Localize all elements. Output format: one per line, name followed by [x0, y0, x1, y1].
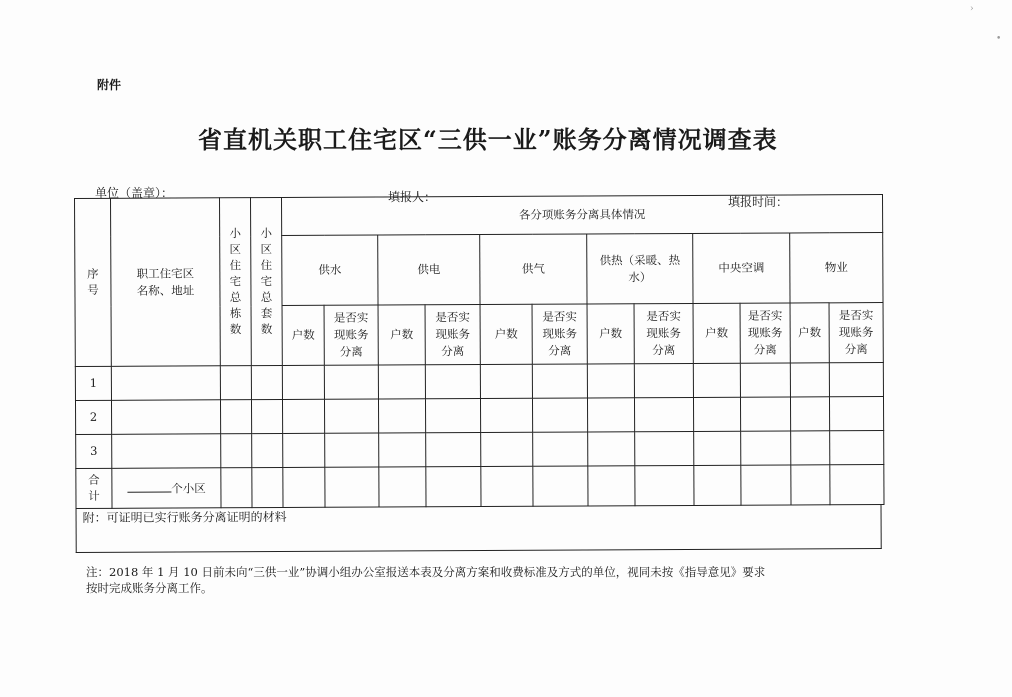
- cell-gas-households[interactable]: [480, 364, 532, 398]
- survey-table: [74, 194, 885, 509]
- cell-electricity-households[interactable]: [378, 365, 425, 399]
- cell-property-households[interactable]: [790, 397, 829, 431]
- cell-heating-households[interactable]: [588, 432, 635, 466]
- cell-gas-separated[interactable]: [532, 398, 587, 432]
- cell-electricity-separated[interactable]: [426, 467, 481, 507]
- attachment-note: 附：可证明已实行账务分离证明的材料: [82, 509, 287, 525]
- cell-buildings[interactable]: [221, 468, 252, 508]
- header-total-buildings: 小区住宅总栋数: [220, 198, 252, 366]
- scan-mark-dot: •: [996, 34, 1002, 44]
- header-total-units: 小区住宅总套数: [251, 197, 283, 365]
- cell-gas-separated[interactable]: [532, 364, 587, 398]
- footnote-line-1: 注：2018 年 1 月 10 日前未向“三供一业”协调小组办公室报送本表及分离方案和收费标准及方式的单位，视同未按《指导意见》要求: [86, 565, 766, 579]
- cell-central-ac-households[interactable]: [694, 431, 741, 465]
- attachment-label: 附件: [97, 78, 122, 92]
- cell-buildings[interactable]: [220, 366, 251, 400]
- subheader-separated-electricity: 是否实现账务分离: [425, 305, 480, 365]
- cell-electricity-separated[interactable]: [425, 399, 480, 433]
- cell-water-households[interactable]: [283, 433, 325, 467]
- report-time-field-label: 填报时间：: [728, 195, 789, 209]
- cell-electricity-households[interactable]: [379, 433, 426, 467]
- cell-water-separated[interactable]: [324, 365, 378, 399]
- header-name-address: 职工住宅区名称、地址: [111, 198, 221, 367]
- subheader-separated-heating: 是否实现账务分离: [634, 303, 693, 363]
- cell-gas-separated[interactable]: [533, 466, 588, 506]
- cell-central-ac-separated[interactable]: [740, 363, 790, 397]
- subheader-separated-gas: 是否实现账务分离: [532, 304, 587, 364]
- cell-heating-households[interactable]: [587, 364, 634, 398]
- footnote: [86, 564, 876, 596]
- cell-heating-households[interactable]: [588, 466, 635, 506]
- cell-water-households[interactable]: [282, 365, 324, 399]
- subheader-households-water: 户数: [282, 305, 324, 365]
- header-separation-group: 各分项账务分离具体情况: [281, 195, 882, 236]
- subheader-separated-central-ac: 是否实现账务分离: [740, 303, 790, 363]
- cell-heating-separated[interactable]: [635, 465, 694, 505]
- reporter-field-label: 填报人：: [388, 190, 437, 204]
- cell-name[interactable]: [111, 366, 220, 401]
- cell-central-ac-households[interactable]: [693, 363, 740, 397]
- cell-water-households[interactable]: [283, 467, 325, 507]
- cell-property-households[interactable]: [791, 465, 830, 505]
- table-row: [76, 431, 884, 469]
- unit-field-label: 单位（盖章）：: [95, 186, 174, 200]
- cell-name[interactable]: [111, 400, 220, 435]
- subheader-households-heating: 户数: [587, 304, 634, 364]
- subheader-households-central-ac: 户数: [693, 303, 740, 363]
- cell-water-separated[interactable]: [325, 433, 379, 467]
- cell-buildings[interactable]: [221, 434, 252, 468]
- cell-buildings[interactable]: [220, 400, 251, 434]
- cell-gas-separated[interactable]: [533, 432, 588, 466]
- cell-central-ac-households[interactable]: [694, 465, 741, 505]
- subheader-households-gas: 户数: [480, 304, 532, 364]
- total-count-suffix: 个小区: [171, 480, 206, 496]
- cell-central-ac-separated[interactable]: [741, 431, 791, 465]
- scan-mark-top: ›: [970, 4, 974, 14]
- cell-electricity-separated[interactable]: [425, 365, 480, 399]
- cell-central-ac-separated[interactable]: [741, 465, 791, 505]
- cell-heating-separated[interactable]: [634, 397, 693, 431]
- total-label: 合计: [76, 468, 112, 508]
- footnote-line-2: 按时完成账务分离工作。: [86, 581, 213, 595]
- subheader-separated-water: 是否实现账务分离: [324, 305, 378, 365]
- row-seq: 3: [76, 434, 112, 468]
- survey-form: [74, 194, 884, 553]
- header-category-electricity: 供电: [378, 235, 480, 305]
- header-category-property: 物业: [790, 233, 883, 303]
- header-category-heating: 供热（采暖、热水）: [587, 233, 693, 304]
- cell-water-separated[interactable]: [324, 399, 378, 433]
- cell-property-separated[interactable]: [830, 465, 884, 505]
- total-row: [76, 465, 884, 509]
- cell-gas-households[interactable]: [481, 466, 533, 506]
- cell-heating-separated[interactable]: [635, 431, 694, 465]
- cell-units[interactable]: [252, 467, 283, 507]
- subheader-households-property: 户数: [790, 303, 829, 363]
- cell-property-households[interactable]: [791, 431, 830, 465]
- table-row: [75, 397, 883, 435]
- cell-heating-households[interactable]: [587, 398, 634, 432]
- cell-name[interactable]: [112, 434, 221, 469]
- cell-property-separated[interactable]: [829, 397, 883, 431]
- row-seq: 1: [75, 366, 111, 400]
- cell-water-separated[interactable]: [325, 467, 379, 507]
- subheader-separated-property: 是否实现账务分离: [829, 303, 883, 363]
- total-count-cell[interactable]: [112, 468, 221, 509]
- table-row: [75, 363, 883, 401]
- cell-gas-households[interactable]: [480, 398, 532, 432]
- cell-heating-separated[interactable]: [634, 363, 693, 397]
- cell-electricity-separated[interactable]: [426, 433, 481, 467]
- row-seq: 2: [75, 400, 111, 434]
- total-count-blank[interactable]: [127, 479, 171, 492]
- header-seq: 序号: [75, 198, 112, 366]
- cell-electricity-households[interactable]: [379, 467, 426, 507]
- cell-units[interactable]: [251, 365, 282, 399]
- subheader-households-electricity: 户数: [378, 305, 425, 365]
- cell-property-households[interactable]: [790, 363, 829, 397]
- cell-central-ac-households[interactable]: [693, 397, 740, 431]
- cell-water-households[interactable]: [282, 399, 324, 433]
- cell-central-ac-separated[interactable]: [740, 397, 790, 431]
- header-category-central-ac: 中央空调: [693, 233, 790, 303]
- header-category-gas: 供气: [480, 234, 587, 305]
- cell-electricity-households[interactable]: [378, 399, 425, 433]
- cell-units[interactable]: [252, 433, 283, 467]
- cell-property-separated[interactable]: [829, 363, 883, 397]
- attachment-note-box[interactable]: [76, 505, 882, 553]
- cell-property-separated[interactable]: [830, 431, 884, 465]
- document-title: 省直机关职工住宅区“三供一业”账务分离情况调查表: [198, 125, 778, 154]
- cell-units[interactable]: [251, 399, 282, 433]
- cell-gas-households[interactable]: [481, 432, 533, 466]
- header-category-water: 供水: [282, 235, 378, 305]
